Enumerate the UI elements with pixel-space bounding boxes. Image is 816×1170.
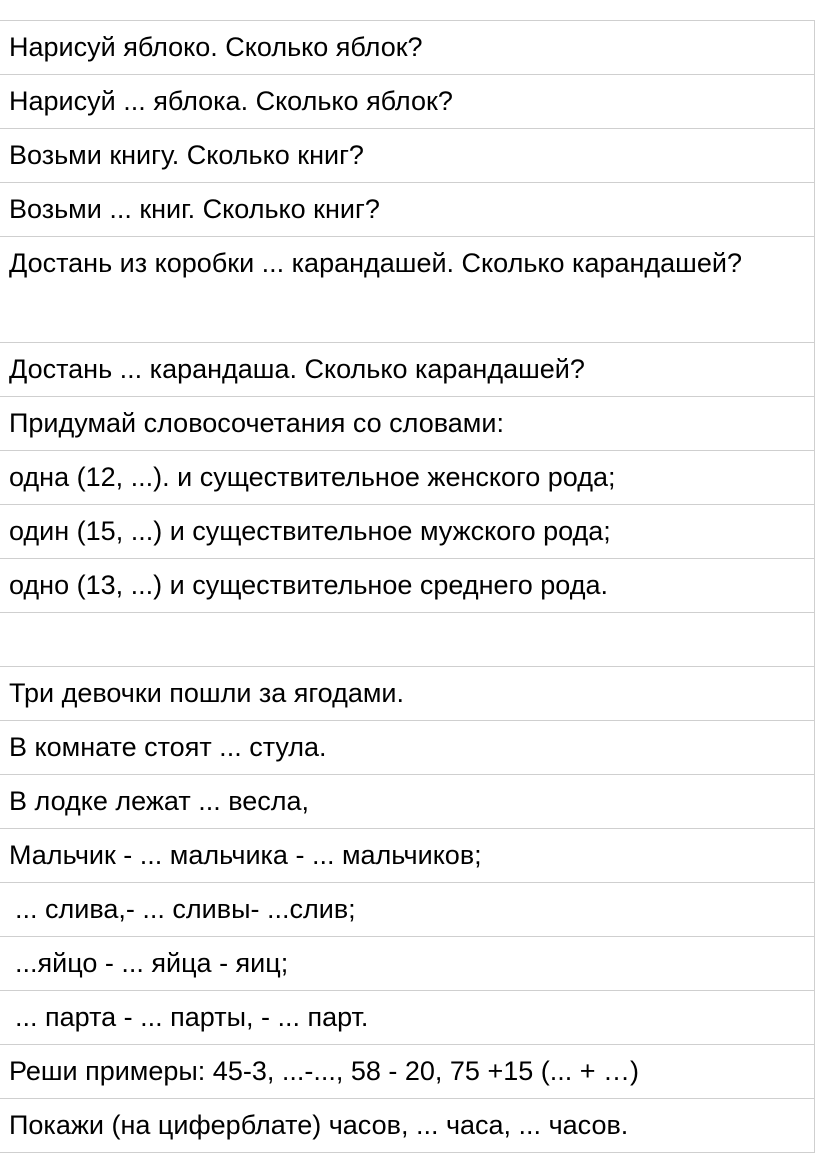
table-row: В лодке лежат ... весла, (0, 775, 814, 829)
table-row: Достань из коробки ... карандашей. Сколько карандашей? (0, 237, 814, 343)
table-row: Три девочки пошли за ягодами. (0, 667, 814, 721)
table-row: В комнате стоят ... стула. (0, 721, 814, 775)
table-row: Возьми ... книг. Сколько книг? (0, 183, 814, 237)
table-row: ...яйцо - ... яйца - яиц; (0, 937, 814, 991)
table-row: Возьми книгу. Сколько книг? (0, 129, 814, 183)
worksheet-table (0, 20, 815, 1153)
table-row: одно (13, ...) и существительное среднего рода. (0, 559, 814, 613)
table-row: Нарисуй яблоко. Сколько яблок? (0, 21, 814, 75)
table-row: одна (12, ...). и существительное женского рода; (0, 451, 814, 505)
table-row: Придумай словосочетания со словами: (0, 397, 814, 451)
table-row: ... слива,- ... сливы- ...слив; (0, 883, 814, 937)
empty-row (0, 613, 814, 667)
table-row: Достань ... карандаша. Сколько карандашей? (0, 343, 814, 397)
table-row: Покажи (на циферблате) часов, ... часа, ... часов. (0, 1099, 814, 1153)
table-row: Реши примеры: 45-3, ...-..., 58 - 20, 75 +15 (... + …) (0, 1045, 814, 1099)
table-row: Нарисуй ... яблока. Сколько яблок? (0, 75, 814, 129)
table-row: Мальчик - ... мальчика - ... мальчиков; (0, 829, 814, 883)
table-row: один (15, ...) и существительное мужского рода; (0, 505, 814, 559)
table-row: ... парта - ... парты, - ... парт. (0, 991, 814, 1045)
